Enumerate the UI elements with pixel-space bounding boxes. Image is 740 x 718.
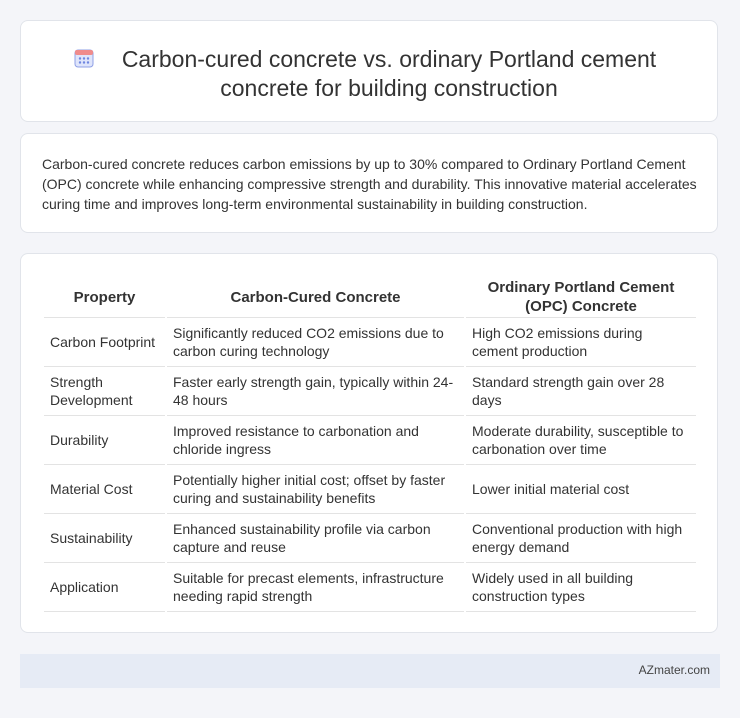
table-row (44, 367, 696, 416)
description-card (20, 133, 718, 233)
footer-bar (20, 654, 720, 688)
table-row (44, 465, 696, 514)
header-opc: Ordinary Portland Cement (OPC) Concrete (466, 277, 696, 318)
row-property: Durability (44, 416, 165, 465)
table-row (44, 318, 696, 367)
row-carbon-cured: Suitable for precast elements, infrastructure needing rapid strength (167, 563, 464, 612)
table-header-row (44, 277, 696, 318)
comparison-table (42, 277, 698, 612)
row-opc: Widely used in all building construction types (466, 563, 696, 612)
row-property: Strength Development (44, 367, 165, 416)
table-row (44, 514, 696, 563)
comparison-table-card (20, 253, 718, 633)
row-property: Application (44, 563, 165, 612)
row-opc: Conventional production with high energy demand (466, 514, 696, 563)
row-carbon-cured: Improved resistance to carbonation and chloride ingress (167, 416, 464, 465)
header-carbon-cured: Carbon-Cured Concrete (167, 277, 464, 318)
row-opc: Standard strength gain over 28 days (466, 367, 696, 416)
row-property: Carbon Footprint (44, 318, 165, 367)
row-carbon-cured: Faster early strength gain, typically within 24-48 hours (167, 367, 464, 416)
row-carbon-cured: Potentially higher initial cost; offset by faster curing and sustainability benefits (167, 465, 464, 514)
row-opc: Moderate durability, susceptible to carbonation over time (466, 416, 696, 465)
row-opc: Lower initial material cost (466, 465, 696, 514)
row-carbon-cured: Enhanced sustainability profile via carbon capture and reuse (167, 514, 464, 563)
title-card (20, 20, 718, 122)
table-row (44, 563, 696, 612)
header-property: Property (44, 277, 165, 318)
row-property: Sustainability (44, 514, 165, 563)
row-carbon-cured: Significantly reduced CO2 emissions due to carbon curing technology (167, 318, 464, 367)
row-opc: High CO2 emissions during cement production (466, 318, 696, 367)
page-title: Carbon-cured concrete vs. ordinary Portland cement concrete for building construction (121, 46, 657, 101)
table-row (44, 416, 696, 465)
footer-brand[interactable]: AZmater.com (638, 663, 710, 677)
description-text: Carbon-cured concrete reduces carbon emissions by up to 30% compared to Ordinary Portland Cement (OPC) concrete while enhancing compressive strength and durability. This innovative material accelerates curing time and improves long-term environmental sustainability in building construction. (42, 156, 697, 212)
row-property: Material Cost (44, 465, 165, 514)
